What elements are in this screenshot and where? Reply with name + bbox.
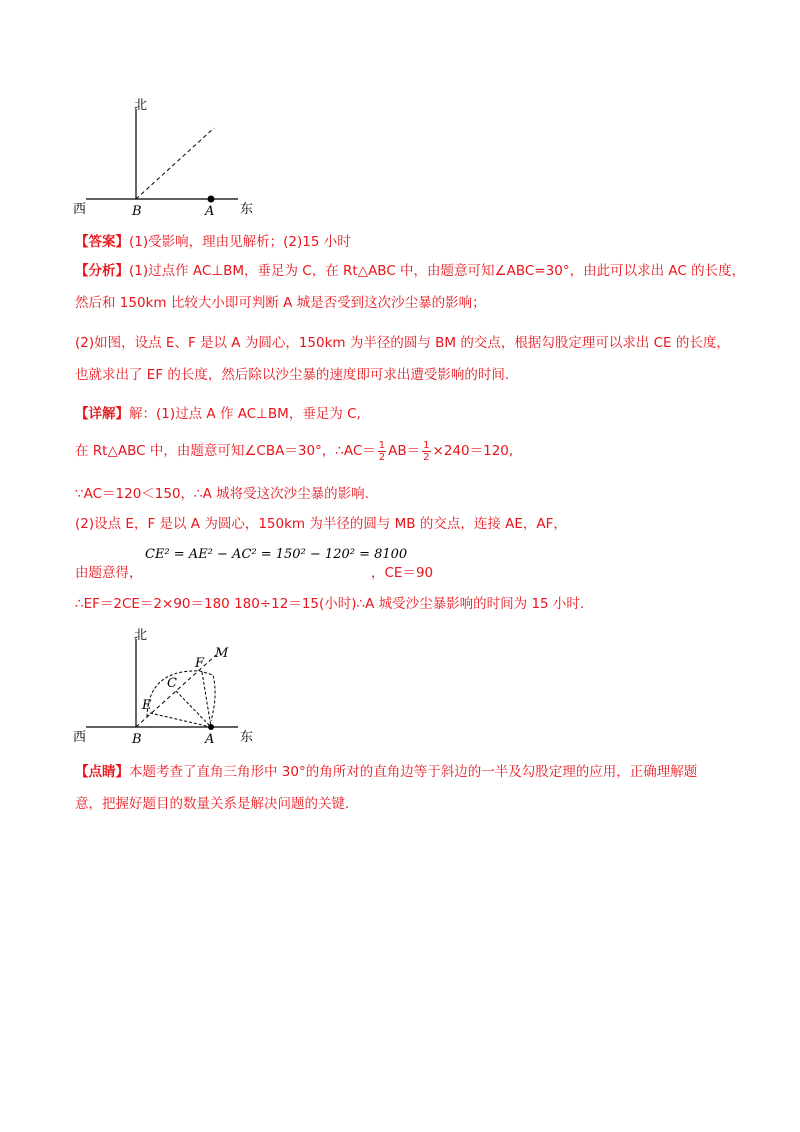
detail-text-1: 解：(1)过点 A 作 AC⊥BM，垂足为 C, — [129, 406, 361, 422]
detail-line-6: ∴EF＝2CE＝2×90＝180 180÷12＝15(小时)∴A 城受沙尘暴影响的时间为 15 小时. — [75, 596, 585, 612]
label-east: 东 — [240, 202, 254, 217]
detail-line-2 — [75, 436, 513, 466]
equation-ce: CE² = AE² − AC² = 150² − 120² = 8100 — [145, 547, 408, 562]
point-a-dot — [208, 196, 215, 203]
label-b: B — [132, 204, 142, 219]
label-b: B — [132, 732, 142, 747]
detail-line-1 — [75, 404, 361, 424]
label-north: 北 — [134, 628, 148, 643]
answer-tag: 【答案】 — [75, 234, 129, 250]
analysis-text-1: (1)过点作 AC⊥BM，垂足为 C，在 Rt△ABC 中，由题意可知∠ABC=30°，由此可以求出 AC 的长度， — [129, 263, 746, 279]
detail-text-2a: 在 Rt△ABC 中，由题意可知∠CBA＝30°，∴AC＝ — [75, 443, 376, 459]
analysis-line-1 — [75, 261, 745, 281]
detail-line-3: ∵AC＝120＜150，∴A 城将受这次沙尘暴的影响. — [75, 486, 369, 502]
figure-1-diagram — [70, 95, 270, 220]
detail-text-2b: AB＝ — [388, 443, 421, 459]
analysis-tag: 【分析】 — [75, 263, 129, 279]
fraction-half-1: $\frac{1}{2}$ — [378, 439, 386, 463]
label-west: 西 — [73, 730, 87, 745]
figure-2-diagram — [70, 625, 270, 750]
dashed-ac — [176, 691, 211, 727]
analysis-line-2: 然后和 150km 比较大小即可判断 A 城是否受到这次沙尘暴的影响； — [75, 295, 486, 311]
label-west: 西 — [73, 202, 87, 217]
label-m: M — [215, 646, 229, 661]
point-a-dot — [208, 724, 214, 730]
label-c: C — [167, 676, 177, 691]
label-f: F — [195, 656, 205, 671]
detail-text-5a: 由题意得， — [75, 565, 143, 581]
detail-text-5b: ，CE＝90 — [371, 565, 434, 581]
detail-tag: 【详解】 — [75, 406, 129, 422]
answer-line — [75, 232, 351, 252]
comment-text-1: 本题考查了直角三角形中 30°的角所对的直角边等于斜边的一半及勾股定理的应用，正确理解题 — [129, 764, 698, 780]
comment-line-1 — [75, 762, 697, 782]
dashed-af — [202, 672, 211, 727]
answer-text: (1)受影响，理由见解析；(2)15 小时 — [129, 234, 351, 250]
fraction-half-2: $\frac{1}{2}$ — [423, 439, 430, 463]
analysis-line-4: 也就求出了 EF 的长度，然后除以沙尘暴的速度即可求出遭受影响的时间. — [75, 367, 510, 383]
label-a: A — [205, 204, 215, 219]
dashed-ae — [150, 713, 211, 727]
label-a: A — [205, 732, 215, 747]
comment-tag: 【点睛】 — [75, 764, 129, 780]
label-e: E — [142, 698, 152, 713]
analysis-line-3: (2)如图，设点 E、F 是以 A 为圆心，150km 为半径的圆与 BM 的交点，根据勾股定理可以求出 CE 的长度， — [75, 335, 730, 351]
dashed-bm-ray — [136, 128, 214, 199]
comment-line-2: 意，把握好题目的数量关系是解决问题的关键. — [75, 796, 350, 812]
detail-text-2c: ×240＝120, — [432, 443, 514, 459]
label-east: 东 — [240, 730, 254, 745]
detail-line-4: (2)设点 E，F 是以 A 为圆心，150km 为半径的圆与 MB 的交点，连接 AE，AF， — [75, 516, 567, 532]
label-north: 北 — [134, 98, 148, 113]
